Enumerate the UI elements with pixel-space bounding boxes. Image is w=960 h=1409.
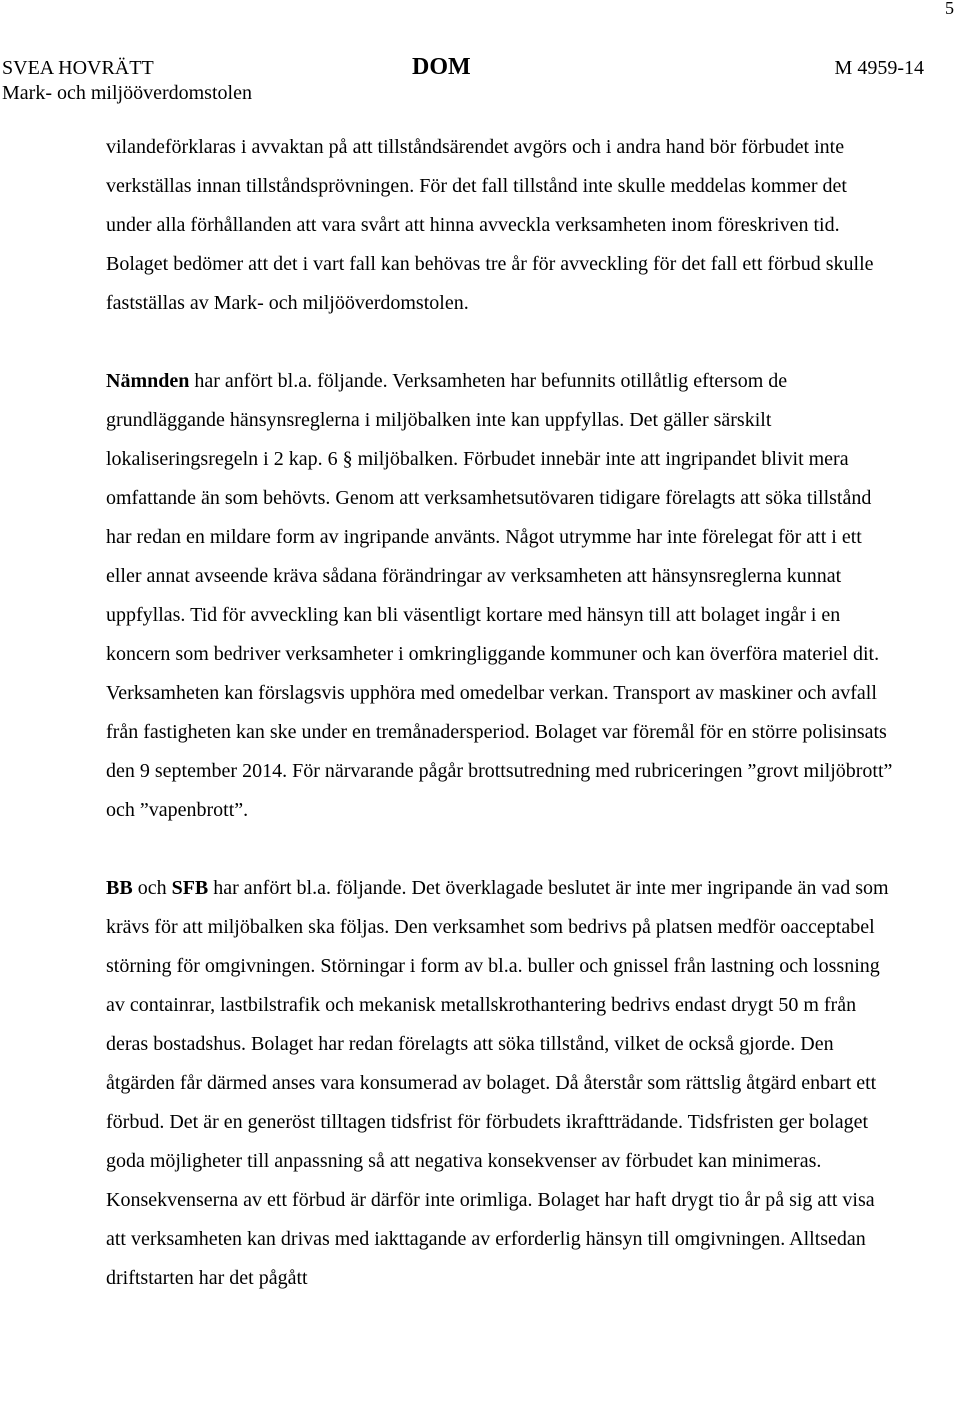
document-type: DOM [412,54,471,80]
connector-text: och [132,877,172,899]
case-number: M 4959-14 [834,57,924,79]
paragraph-namnden [106,362,896,830]
paragraph-text: vilandeförklaras i avvaktan på att tillståndsärendet avgörs och i andra hand bör förbudet inte verkställas innan tillståndsprövningen. För det fall tillstånd inte skulle meddelas kommer det under alla förhållanden att vara svårt att hinna avveckla verksamheten inom föreskriven tid. Bolaget bedömer att det i vart fall kan behövas tre år för avveckling för det fall ett förbud skulle fastställas av Mark- och miljööverdomstolen. [106,136,874,314]
document-body [106,128,896,1337]
page-number: 5 [945,0,954,18]
party-name: SFB [171,877,209,899]
paragraph-bolaget-claims [106,128,896,323]
court-name: SVEA HOVRÄTT [2,57,154,79]
paragraph-text: har anfört bl.a. följande. Det överklagade beslutet är inte mer ingripande än vad som krävs för att miljöbalken ska följas. Den verksamhet som bedrivs på platsen medför oacceptabel störning för omgivningen. Störningar i form av bl.a. buller och gnissel från lastning och lossning av containrar, lastbilstrafik och mekanisk metallskrothantering bedrivs endast drygt 50 m från deras bostadshus. Bolaget har redan förelagts att söka tillstånd, vilket de också gjorde. Den åtgärden får därmed anses vara konsumerad av bolaget. Då återstår som rättslig åtgärd enbart ett förbud. Det är en generöst tilltagen tidsfrist för förbudets ikraftträdande. Tidsfristen ger bolaget goda möjligheter till anpassning så att negativa konsekvenser av förbudet kan minimeras. Konsekvenserna av ett förbud är därför inte orimliga. Bolaget har haft drygt tio år på sig att visa att verksamheten kan drivas med iakttagande av erforderlig hänsyn till omgivningen. Alltsedan driftstarten har det pågått [106,877,889,1289]
party-name: BB [106,877,133,899]
party-name: Nämnden [106,370,190,392]
court-division: Mark- och miljööverdomstolen [2,82,252,104]
paragraph-bb-sfb [106,869,896,1298]
paragraph-text: har anfört bl.a. följande. Verksamheten har befunnits otillåtlig eftersom de grundläggande hänsynsreglerna i miljöbalken inte kan uppfyllas. Det gäller särskilt lokaliseringsregeln i 2 kap. 6 § miljöbalken. Förbudet innebär inte att ingripandet blivit mera omfattande än som behövts. Genom att verksamhetsutövaren tidigare förelagts att söka tillstånd har redan en mildare form av ingripande använts. Något utrymme har inte förelegat för att i ett eller annat avseende kräva sådana förändringar av verksamheten att hänsynsreglerna kunnat uppfyllas. Tid för avveckling kan bli väsentligt kortare med hänsyn till att bolaget ingår i en koncern som bedriver verksamheter i omkringliggande kommuner och kan överföra materiel dit. Verksamheten kan förslagsvis upphöra med omedelbar verkan. Transport av maskiner och avfall från fastigheten kan ske under en tremånadersperiod. Bolaget var föremål för en större polisinsats den 9 september 2014. För närvarande pågår brottsutredning med rubriceringen ”grovt miljöbrott” och ”vapenbrott”. [106,370,893,821]
